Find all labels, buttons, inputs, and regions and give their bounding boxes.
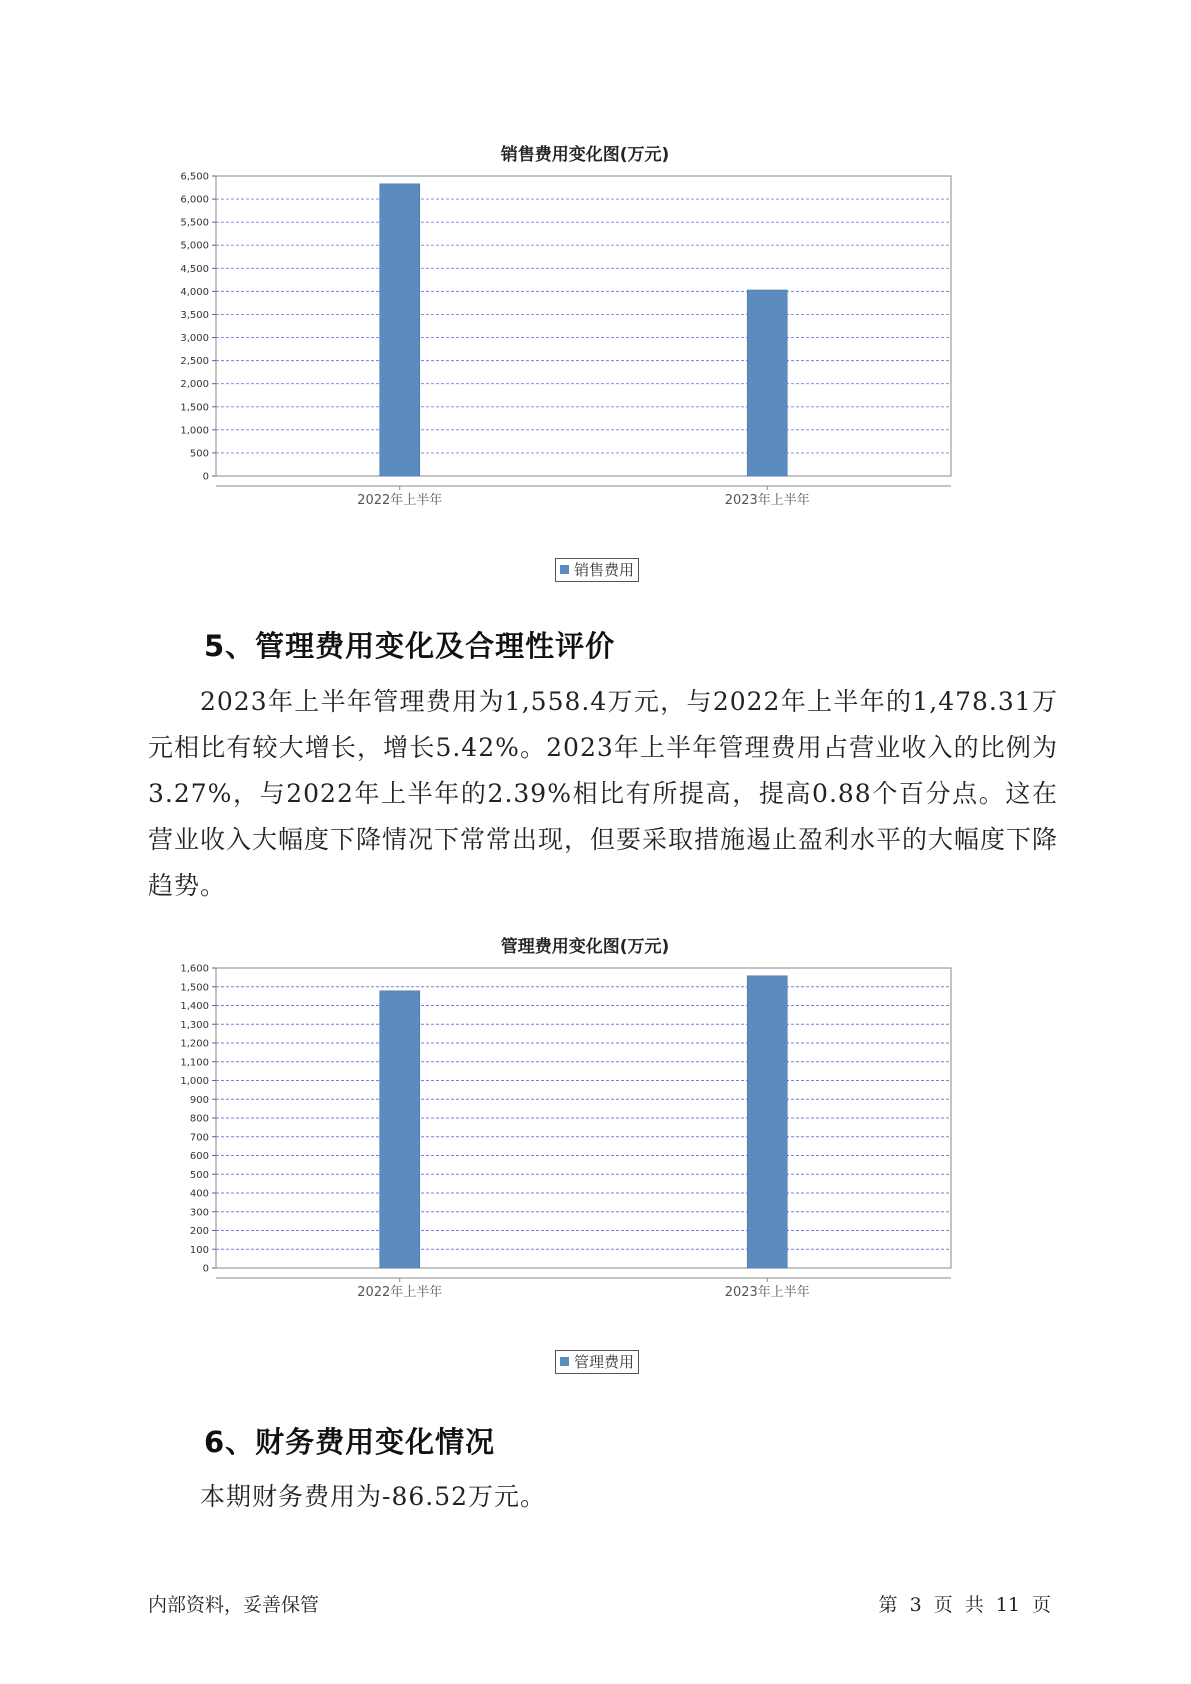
y-tick-label: 1,500 xyxy=(180,402,209,414)
y-tick-label: 1,500 xyxy=(180,982,209,994)
bar-2023h1 xyxy=(747,976,787,1268)
y-tick-label: 500 xyxy=(189,1169,209,1181)
y-tick-label: 200 xyxy=(189,1226,209,1237)
admin-expense-chart xyxy=(150,932,1020,1372)
y-tick-label: 1,400 xyxy=(180,1001,209,1012)
y-tick-label: 0 xyxy=(202,1263,209,1275)
y-tick-label: 4,000 xyxy=(180,286,209,298)
plot-frame xyxy=(216,176,951,476)
x-category-label: 2023年上半年 xyxy=(724,493,810,508)
footer-page-number: 第 3 页 共 11 页 xyxy=(878,1594,1051,1616)
admin-chart-title: 管理费用变化图(万元) xyxy=(500,937,670,957)
section-5-paragraph: 2023年上半年管理费用为1,558.4万元，与2022年上半年的1,478.31万元相比有较大增长，增长5.42%。2023年上半年管理费用占营业收入的比例为3.27%，与2022年上半年的2.39%相比有所提高，提高0.88个百分点。这在营业收入大幅度下降情况下常常出现，但要采取措施遏止盈利水平的大幅度下降趋势。 xyxy=(148,687,1059,900)
sales-expense-chart xyxy=(150,140,1020,580)
y-tick-label: 3,500 xyxy=(180,309,209,321)
legend-swatch-icon xyxy=(560,565,569,574)
y-tick-label: 6,500 xyxy=(180,171,209,183)
section-5-heading: 5、管理费用变化及合理性评价 xyxy=(204,629,616,663)
admin-chart-legend xyxy=(555,1350,639,1374)
legend-label: 销售费用 xyxy=(574,561,635,579)
y-tick-label: 6,000 xyxy=(180,194,209,206)
y-tick-label: 0 xyxy=(202,471,209,483)
y-tick-label: 5,000 xyxy=(180,240,209,252)
admin-chart-plot xyxy=(150,932,1020,1352)
y-tick-label: 1,600 xyxy=(180,963,209,975)
y-tick-label: 300 xyxy=(189,1207,209,1219)
y-tick-label: 500 xyxy=(189,448,209,460)
sales-chart-legend xyxy=(555,558,639,582)
y-tick-label: 400 xyxy=(189,1188,209,1200)
sales-chart-plot xyxy=(150,140,1020,560)
y-tick-label: 1,100 xyxy=(180,1057,209,1069)
x-category-label: 2023年上半年 xyxy=(724,1285,810,1300)
y-tick-label: 700 xyxy=(189,1132,209,1144)
sales-chart-title: 销售费用变化图(万元) xyxy=(500,145,670,165)
y-tick-label: 1,300 xyxy=(180,1019,209,1031)
y-tick-label: 1,200 xyxy=(180,1038,209,1050)
footer-confidential-note: 内部资料，妥善保管 xyxy=(148,1594,320,1616)
y-tick-label: 600 xyxy=(189,1151,209,1162)
y-tick-label: 800 xyxy=(189,1113,209,1125)
section-6-paragraph: 本期财务费用为-86.52万元。 xyxy=(200,1482,547,1511)
y-tick-label: 1,000 xyxy=(180,1076,209,1087)
bar-2022h1 xyxy=(380,991,420,1268)
y-tick-label: 1,000 xyxy=(180,425,209,437)
bar-2022h1 xyxy=(380,184,420,476)
x-category-label: 2022年上半年 xyxy=(357,1285,443,1300)
y-tick-label: 3,000 xyxy=(180,333,209,345)
legend-swatch-icon xyxy=(560,1357,569,1366)
x-category-label: 2022年上半年 xyxy=(357,493,443,508)
section-6-heading: 6、财务费用变化情况 xyxy=(204,1425,496,1459)
bar-2023h1 xyxy=(747,290,787,476)
y-tick-label: 900 xyxy=(189,1094,209,1106)
y-tick-label: 5,500 xyxy=(180,217,209,229)
y-tick-label: 2,000 xyxy=(180,379,209,391)
legend-label: 管理费用 xyxy=(574,1353,635,1371)
y-tick-label: 4,500 xyxy=(180,263,209,275)
y-tick-label: 2,500 xyxy=(180,356,209,368)
y-tick-label: 100 xyxy=(189,1244,209,1256)
